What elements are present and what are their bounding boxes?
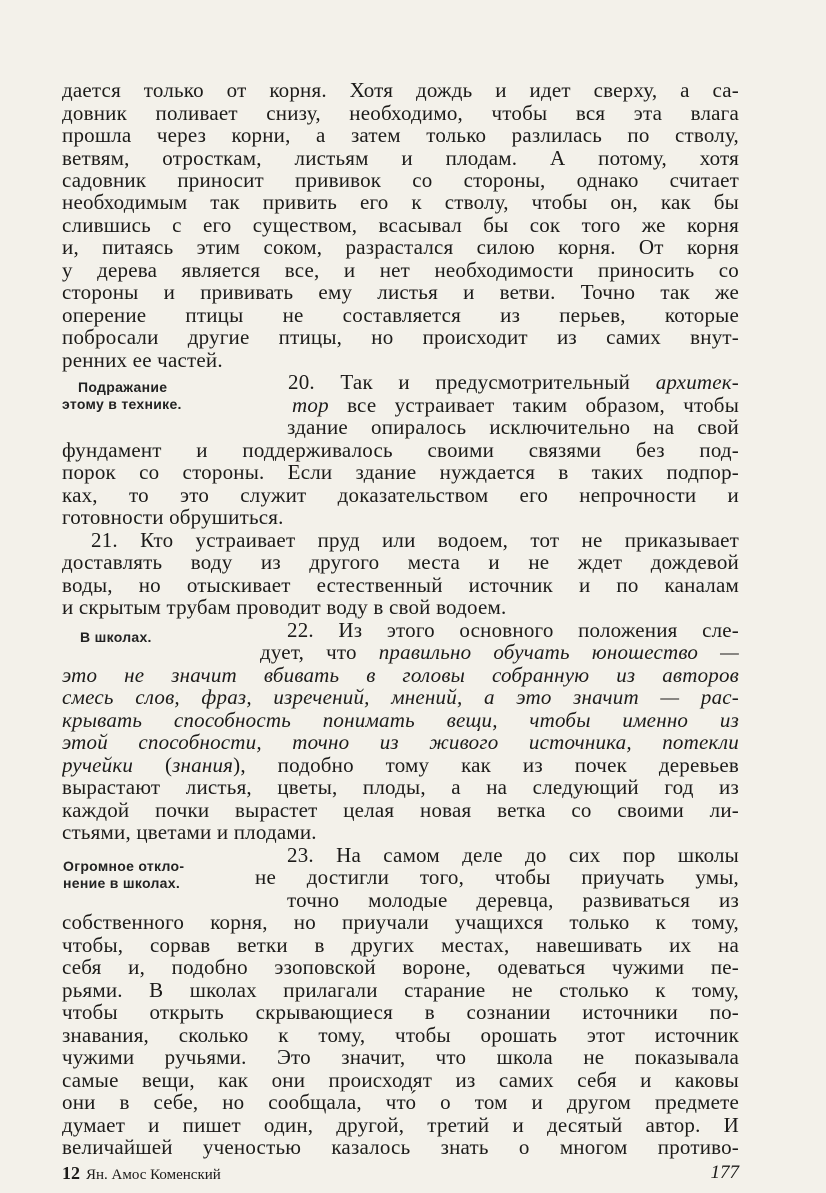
paragraph-23-line: не достигли того, чтобы приучать умы,: [255, 865, 739, 890]
paragraph-23-line: чтобы открыть скрывающиеся в сознании источники по-: [62, 1000, 739, 1025]
margin-note-schools: [80, 629, 152, 646]
paragraph-22-line: смесь слов, фраз, изречений, мнений, а это значит — рас-: [62, 685, 739, 710]
paragraph-22-line: ручейки (знания), подобно тому как из почек деревьев: [62, 752, 739, 777]
page-number: 177: [710, 1162, 739, 1183]
paragraph-23-line: чужими ручьями. Это значит, что школа не показывала: [62, 1045, 739, 1069]
paragraph-20-line: готовности обрушиться.: [62, 505, 284, 530]
signature-number: 12: [62, 1163, 80, 1183]
paragraph-22-line: стьями, цветами и плодами.: [62, 820, 317, 845]
paragraph-22-line: это не значит вбивать в головы собранную из авторов: [62, 662, 739, 687]
paragraph-22-line: крывать способность понимать вещи, чтобы именно из: [62, 707, 739, 732]
margin-note-deviation: [63, 858, 184, 892]
margin-note-line: Подражание: [78, 379, 168, 396]
paragraph-23-line: 23. На самом деле до сих пор школы: [287, 842, 739, 867]
paragraph-23-line: знавания, сколько к тому, чтобы орошать этот источник: [62, 1022, 739, 1047]
paragraph-23-line: чтобы, сорвав ветки в других местах, навешивать их на: [62, 932, 739, 957]
paragraph-22-line: 22. Из этого основного положения сле-: [287, 617, 739, 642]
margin-note-imitation: [62, 379, 182, 413]
signature-text: Ян. Амос Коменский: [86, 1167, 221, 1183]
paragraph-21-line: доставлять воду из другого места и не ждет дождевой: [62, 550, 739, 575]
signature-mark: [62, 1161, 221, 1185]
text-line: побросали другие птицы, но происходит из самих внут-: [62, 325, 739, 350]
text-line: ренних ее частей.: [62, 347, 223, 372]
paragraph-23-line: думает и пишет один, другой, третий и десятый автор. И: [62, 1112, 739, 1137]
text-line: слившись с его существом, всасывал бы сок того же корня: [62, 212, 739, 237]
paragraph-20-line: 20. Так и предусмотрительный архитек-: [288, 370, 739, 395]
paragraph-23-line: величайшей ученостью казалось знать о многом противо-: [62, 1135, 739, 1159]
paragraph-22-line: каждой почки вырастет целая новая ветка со своими ли-: [62, 797, 739, 822]
paragraph-21-line: воды, но отыскивает естественный источник и по каналам: [62, 572, 739, 597]
paragraph-20-line: ках, то это служит доказательством его непрочности и: [62, 482, 739, 507]
paragraph-21-line: 21. Кто устраивает пруд или водоем, тот не приказывает: [91, 527, 739, 552]
paragraph-20-line: тор все устраивает таким образом, чтобы: [292, 392, 739, 417]
text-line: довник поливает снизу, необходимо, чтобы вся эта влага: [62, 100, 739, 125]
paragraph-20-line: фундамент и поддерживалось своими связями без под-: [62, 437, 739, 462]
text-line: и, питаясь этим соком, разрастался силою корня. От корня: [62, 235, 739, 260]
paragraph-23-line: они в себе, но сообщала, что́ о том и другом предмете: [62, 1090, 739, 1114]
paragraph-22-line: этой способности, точно из живого источника, потекли: [62, 730, 739, 755]
paragraph-23-line: точно молодые деревца, развиваться из: [287, 887, 739, 912]
text-line: прошла через корни, а затем только разлилась по стволу,: [62, 123, 739, 147]
paragraph-23-line: себя и, подобно эзоповской вороне, одеваться чужими пе-: [62, 955, 739, 980]
paragraph-23-line: самые вещи, как они происходят из самих себя и каковы: [62, 1067, 739, 1092]
text-line: садовник приносит прививок со стороны, однако считает: [62, 168, 739, 192]
paragraph-23-line: собственного корня, но приучали учащихся только к тому,: [62, 910, 739, 935]
text-line: необходимым так привить его к стволу, чтобы он, как бы: [62, 190, 739, 215]
text-line: стороны и прививать ему листья и ветви. Точно так же: [62, 280, 739, 305]
text-line: у дерева является все, и нет необходимости приносить со: [62, 257, 739, 282]
paragraph-22-line: дует, что правильно обучать юношество —: [260, 640, 739, 665]
text-line: оперение птицы не составляется из перьев, которые: [62, 302, 739, 327]
paragraph-20-line: здание опиралось исключительно на свой: [287, 415, 739, 440]
paragraph-20-line: порок со стороны. Если здание нуждается в таких подпор-: [62, 460, 739, 485]
text-line: ветвям, отросткам, листьям и плодам. А потому, хотя: [62, 145, 739, 170]
paragraph-22-line: вырастают листья, цветы, плоды, а на следующий год из: [62, 775, 739, 800]
margin-note-line: нение в школах.: [63, 874, 181, 891]
margin-note-line: Огромное откло-: [63, 857, 185, 874]
margin-note-line: этому в технике.: [62, 396, 182, 413]
paragraph-21-line: и скрытым трубам проводит воду в свой водоем.: [62, 595, 507, 620]
text-line: дается только от корня. Хотя дождь и идет сверху, а са-: [62, 78, 739, 102]
margin-note-line: В школах.: [80, 628, 152, 645]
paragraph-23-line: рьями. В школах прилагали старание не столько к тому,: [62, 977, 739, 1002]
